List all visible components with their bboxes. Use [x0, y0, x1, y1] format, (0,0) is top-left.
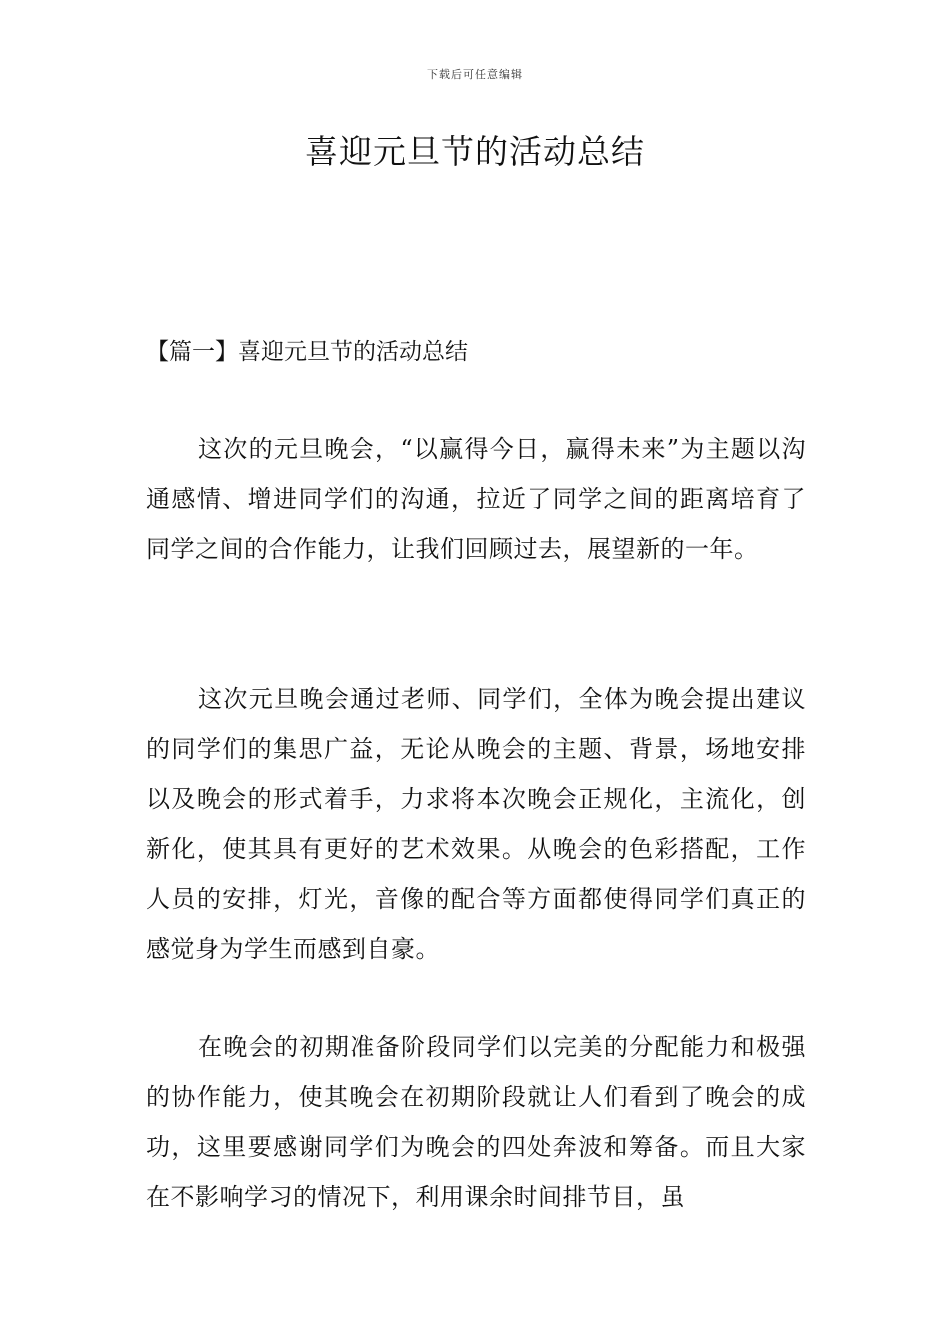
header-note: 下载后可任意编辑	[427, 68, 523, 81]
section-heading: 【篇一】喜迎元旦节的活动总结	[146, 339, 468, 365]
body-paragraph: 这次的元旦晚会，“以赢得今日，赢得未来”为主题以沟通感情、增进同学们的沟通，拉近了同学之间的距离培育了同学之间的合作能力，让我们回顾过去，展望新的一年。	[146, 435, 806, 563]
document-title: 喜迎元旦节的活动总结	[305, 132, 645, 171]
body-paragraph: 在晚会的初期准备阶段同学们以完美的分配能力和极强的协作能力，使其晚会在初期阶段就让人们看到了晚会的成功，这里要感谢同学们为晚会的四处奔波和筹备。而且大家在不影响学习的情况下，利用课余时间排节目，虽	[146, 1033, 806, 1211]
body-paragraph: 这次元旦晚会通过老师、同学们，全体为晚会提出建议的同学们的集思广益，无论从晚会的主题、背景，场地安排以及晚会的形式着手，力求将本次晚会正规化，主流化，创新化，使其具有更好的艺术效果。从晚会的色彩搭配，工作人员的安排，灯光，音像的配合等方面都使得同学们真正的感觉身为学生而感到自豪。	[146, 685, 806, 963]
